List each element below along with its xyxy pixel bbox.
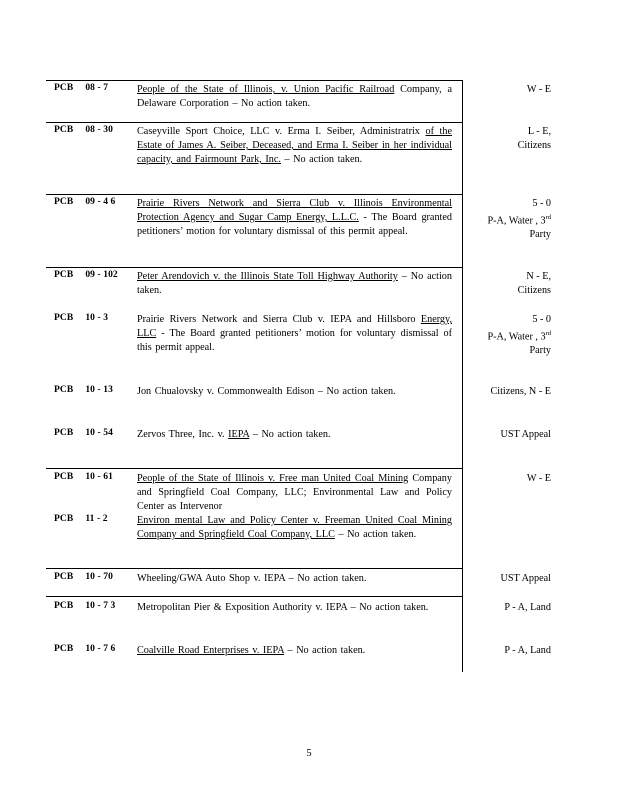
row-divider	[46, 267, 463, 268]
case-category: L - E, Citizens	[517, 126, 551, 151]
case-description: Jon Chualovsky v. Commonwealth Edison – No action taken.	[137, 386, 396, 397]
case-number: PCB 09 - 4 6	[54, 197, 116, 207]
case-number: PCB 10 - 70	[54, 572, 113, 582]
row-divider	[46, 468, 463, 469]
case-description: Peter Arendovich v. the Illinois State Toll Highway Authority – No action taken.	[137, 271, 452, 296]
case-number: PCB 10 - 7 6	[54, 644, 116, 654]
case-description: Prairie Rivers Network and Sierra Club v. IEPA and Hillsboro Energy, LLC - The Board granted petitioners’ motion for voluntary dismissal of this permit appeal.	[137, 314, 453, 353]
case-description: Prairie Rivers Network and Sierra Club v. Illinois Environmental Protection Agency and Sugar Camp Energy, L.L.C. - The Board granted petitioners’ motion for voluntary dismissal of this permit appeal.	[137, 198, 452, 237]
case-number: PCB 08 - 7	[54, 83, 109, 93]
row-divider	[46, 80, 463, 81]
case-description: Metropolitan Pier & Exposition Authority v. IEPA – No action taken.	[137, 602, 429, 613]
case-description: People of the State of Illinois, v. Union Pacific Railroad Company, a Delaware Corporation – No action taken.	[137, 84, 453, 109]
case-category: W - E	[526, 473, 551, 484]
case-number: PCB 10 - 13	[54, 385, 113, 395]
case-number: PCB 08 - 30	[54, 125, 113, 135]
case-description: People of the State of Illinois v. Free man United Coal Mining Company and Springfield Coal Company, LLC; Environmental Law and Policy Center as Intervenor	[137, 473, 452, 512]
case-description: Environ mental Law and Policy Center v. Freeman United Coal Mining Company and Springfield Coal Company, LLC – No action taken.	[137, 515, 452, 540]
case-description: Zervos Three, Inc. v. IEPA – No action taken.	[137, 429, 331, 440]
case-category: 5 - 0 P-A, Water , 3rd Party	[487, 198, 551, 241]
case-category: UST Appeal	[500, 573, 551, 584]
row-divider	[46, 596, 463, 597]
case-number: PCB 10 - 54	[54, 428, 113, 438]
row-divider	[46, 194, 463, 195]
row-divider	[46, 122, 463, 123]
case-description: Wheeling/GWA Auto Shop v. IEPA – No action taken.	[137, 573, 367, 584]
case-description: Caseyville Sport Choice, LLC v. Erma I. Seiber, Administratrix of the Estate of James A. Seiber, Deceased, and Erma I. Seiber in her individual capacity, and Fairmount Park, Inc. – No action taken.	[137, 126, 452, 165]
case-number: PCB 10 - 61	[54, 472, 113, 482]
case-category: N - E, Citizens	[517, 271, 551, 296]
case-category: P - A, Land	[504, 645, 551, 656]
column-divider	[462, 80, 463, 672]
case-category: UST Appeal	[500, 429, 551, 440]
case-number: PCB 09 - 102	[54, 270, 118, 280]
case-category: Citizens, N - E	[490, 386, 551, 397]
case-description: Coalville Road Enterprises v. IEPA – No action taken.	[137, 645, 366, 656]
case-number: PCB 10 - 7 3	[54, 601, 116, 611]
case-category: W - E	[526, 84, 551, 95]
case-number: PCB 10 - 3	[54, 313, 109, 323]
page-number: 5	[306, 748, 312, 759]
case-category: 5 - 0 P-A, Water , 3rd Party	[487, 314, 551, 357]
case-category: P - A, Land	[504, 602, 551, 613]
row-divider	[46, 568, 463, 569]
case-number: PCB 11 - 2	[54, 514, 108, 524]
